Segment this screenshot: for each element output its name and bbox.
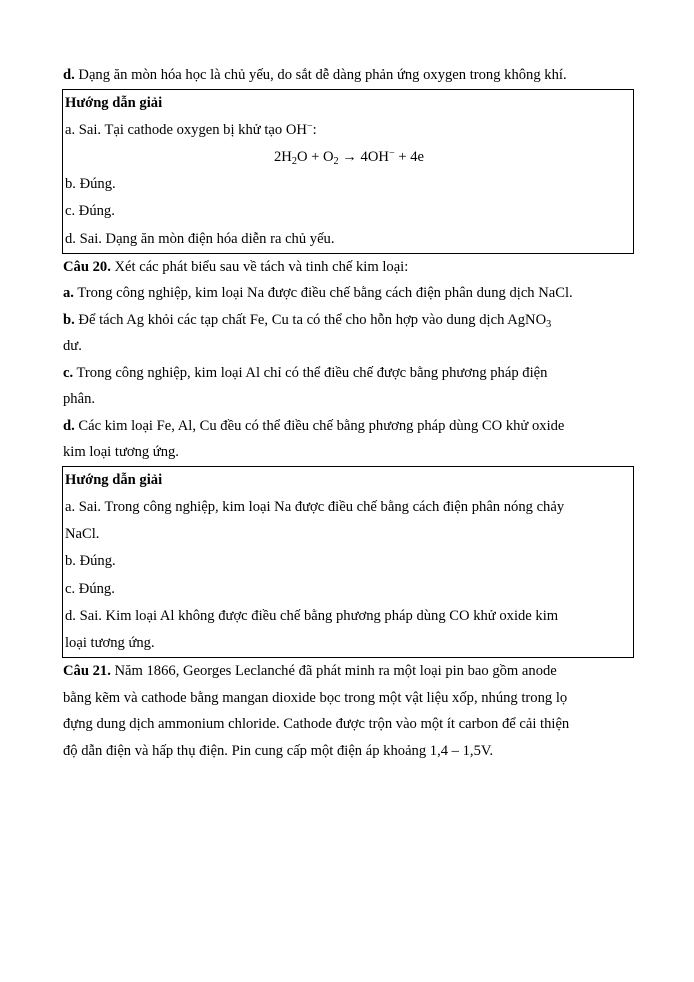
chemical-equation [65, 144, 633, 171]
option-label: d. [63, 417, 75, 434]
eq-subscript: 2 [291, 155, 297, 167]
document-page [63, 62, 634, 764]
solution-box-q20 [62, 466, 634, 658]
solution-a-cont: NaCl. [65, 526, 100, 543]
question-label: Câu 20. [63, 258, 111, 275]
option-text: Trong công nghiệp, kim loại Na được điều chế bằng cách điện phân dung dịch NaCl. [73, 285, 573, 302]
q20-option-c-cont: phân. [63, 391, 96, 408]
option-text: Để tách Ag khỏi các tạp chất Fe, Cu ta có thể cho hỗn hợp vào dung dịch AgNO [74, 311, 547, 328]
solution-a-end: : [312, 121, 317, 138]
option-label: c. [63, 364, 74, 381]
option-text: Dạng ăn mòn hóa học là chủ yếu, do sắt dễ dàng phản ứng oxygen trong không khí. [74, 67, 567, 83]
solution-box-q19 [62, 89, 634, 254]
subscript: 3 [546, 318, 552, 330]
solution-title: Hướng dẫn giải [65, 94, 163, 111]
solution-d: d. Sai. Kim loại Al không được điều chế bằng phương pháp dùng CO khử oxide kim [65, 607, 559, 624]
q21-line-3: đựng dung dịch ammonium chloride. Cathode được trộn vào một ít carbon để cải thiện [63, 716, 570, 733]
option-label: d. [63, 67, 75, 83]
solution-b: b. Đúng. [65, 553, 116, 570]
q20-option-b-cont: dư. [63, 338, 82, 355]
q20-option-b [63, 307, 634, 334]
question-text: Năm 1866, Georges Leclanché đã phát minh ra một loại pin bao gồm anode [110, 663, 557, 680]
question-text: Xét các phát biểu sau về tách và tinh chế kim loại: [110, 258, 409, 275]
q21-line-4: độ dẫn điện và hấp thụ điện. Pin cung cấp một điện áp khoảng 1,4 – 1,5V. [63, 742, 494, 759]
q21-line-1 [63, 658, 634, 685]
q20-option-c [63, 360, 634, 387]
solution-a [65, 117, 633, 144]
eq-superscript: − [388, 147, 395, 159]
solution-a-text: a. Sai. Tại cathode oxygen bị khử tạo OH [65, 121, 307, 138]
solution-a: a. Sai. Trong công nghiệp, kim loại Na được điều chế bằng cách điện phân nóng chảy [65, 498, 565, 515]
question-label: Câu 21. [63, 663, 111, 680]
q20-option-a [63, 280, 634, 307]
eq-part: + 4e [394, 148, 425, 165]
q21-line-2: bằng kẽm và cathode bằng mangan dioxide bọc trong một vật liệu xốp, nhúng trong lọ [63, 689, 568, 706]
eq-part: 2H [273, 148, 292, 165]
q20-option-d-cont: kim loại tương ứng. [63, 444, 179, 461]
option-text: Trong công nghiệp, kim loại Al chỉ có thể điều chế được bằng phương pháp điện [73, 364, 548, 381]
solution-b: b. Đúng. [65, 176, 116, 193]
option-label: b. [63, 311, 75, 328]
q19-option-d [63, 62, 634, 89]
solution-title: Hướng dẫn giải [65, 471, 163, 488]
q20-stem [63, 254, 634, 281]
eq-part: → 4OH [338, 148, 389, 165]
eq-part: O + O [296, 148, 334, 165]
solution-d-cont: loại tương ứng. [65, 634, 155, 651]
superscript: − [306, 120, 313, 132]
option-label: a. [63, 285, 74, 302]
solution-c: c. Đúng. [65, 580, 115, 597]
q20-option-d [63, 413, 634, 440]
option-text: Các kim loại Fe, Al, Cu đều có thể điều chế bằng phương pháp dùng CO khử oxide [74, 417, 565, 434]
eq-subscript: 2 [333, 155, 339, 167]
solution-c: c. Đúng. [65, 203, 115, 220]
solution-d: d. Sai. Dạng ăn mòn điện hóa diễn ra chủ yếu. [65, 230, 335, 247]
